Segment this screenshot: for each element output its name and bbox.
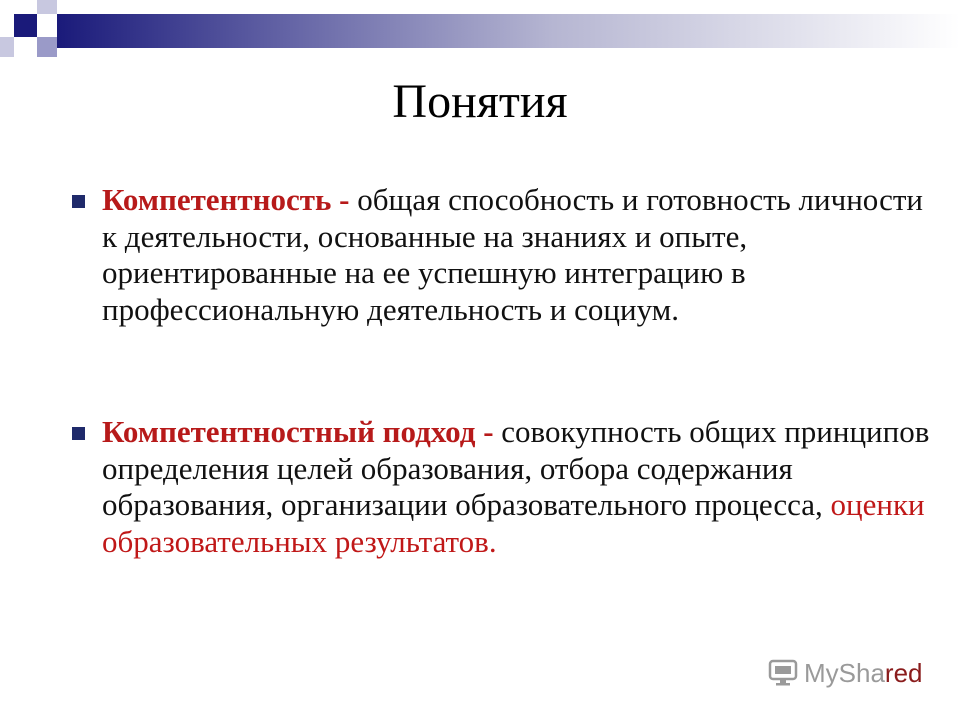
slide-title: Понятия [392, 75, 568, 128]
bullet-item [102, 182, 932, 328]
definition-text: общая способность и готовность личности к деятельности, основанные на знаниях и опыте, ориентированные на ее успешную интеграцию в профессиональную деятельность и социум. [102, 182, 923, 327]
square-bullet-icon [72, 195, 85, 208]
term-competence-approach: Компетентностный подход - [102, 414, 494, 449]
highlight-text: оценки образовательных результатов. [102, 487, 925, 559]
term-competence: Компетентность - [102, 182, 350, 217]
watermark-logo [768, 655, 923, 691]
monitor-icon [768, 658, 798, 688]
definition-text: совокупность общих принципов определения целей образования, отбора содержания образования, организации образовательного процесса, [102, 414, 930, 522]
watermark-text: MyShared [804, 657, 923, 688]
square-bullet-icon [72, 427, 85, 440]
bullet-item [102, 414, 932, 560]
